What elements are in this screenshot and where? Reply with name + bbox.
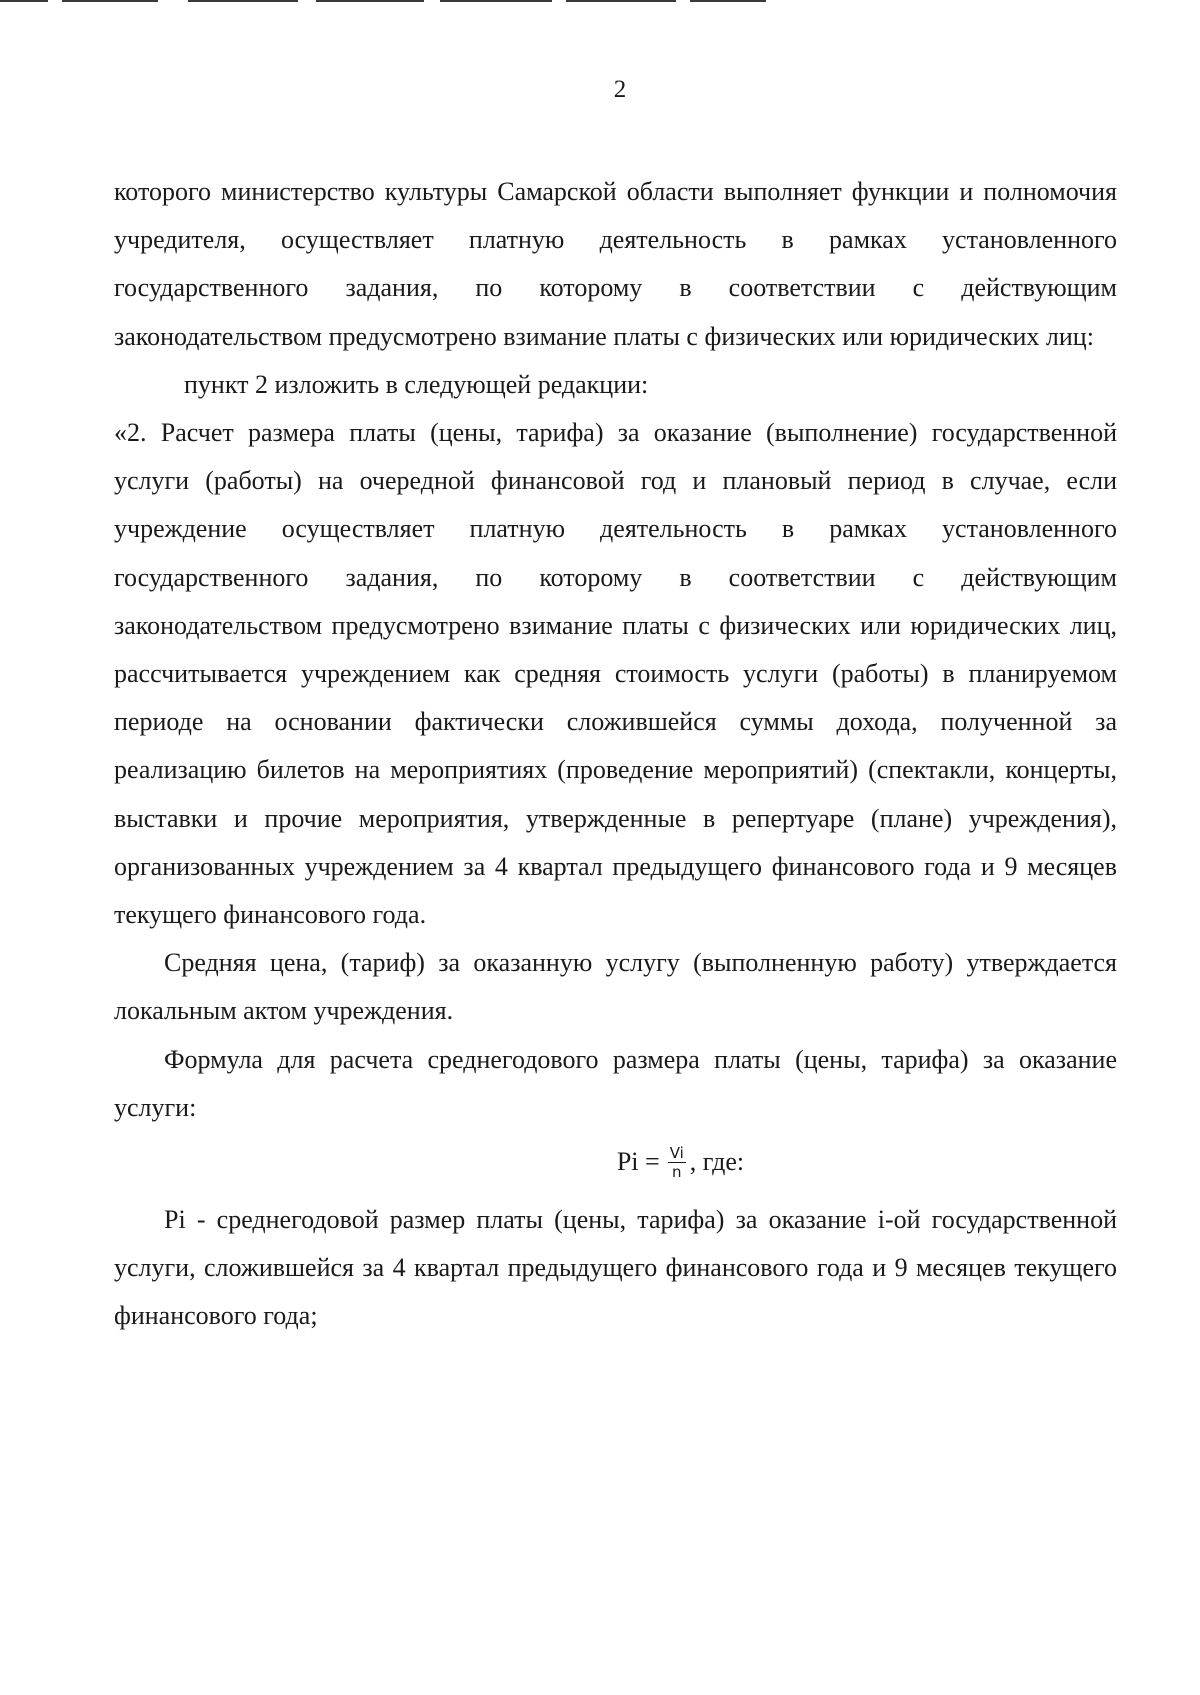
formula-denominator: n xyxy=(671,1162,682,1181)
top-scan-rule-3 xyxy=(188,0,298,2)
paragraph-amendment-intro: пункт 2 изложить в следующей редакции: xyxy=(184,369,649,399)
top-scan-rule-2 xyxy=(62,0,158,2)
top-scan-rule-7 xyxy=(690,0,766,2)
formula-numerator: Vi xyxy=(669,1143,684,1162)
formula-lhs: Pi = xyxy=(616,1147,660,1177)
formula-suffix: , где: xyxy=(689,1147,745,1177)
paragraph-pi-definition: Pi - среднегодовой размер платы (цены, тарифа) за оказание i-ой государственной услуги, сложившейся за 4 квартал предыдущего финансового года и 9 месяцев текущего финансового года; xyxy=(114,1205,1117,1331)
page-number: 2 xyxy=(613,76,627,103)
document-body xyxy=(114,168,1117,1341)
paragraph-formula-intro: Формула для расчета среднегодового размера платы (цены, тарифа) за оказание услуги: xyxy=(114,1044,1117,1122)
paragraph-item-2: «2. Расчет размера платы (цены, тарифа) за оказание (выполнение) государственной услуги (работы) на очередной финансовой год и плановый период в случае, если учреждение осуществляет платную деятельность в рамках установленного государственного задания, по которому в соответствии с действующим законодательством предусмотрено взимание платы с физических или юридических лиц, рассчитывается учреждением как средняя стоимость услуги (работы) в планируемом периоде на основании фактически сложившейся суммы дохода, полученной за реализацию билетов на мероприятиях (проведение мероприятий) (спектакли, концерты, выставки и прочие мероприятия, утвержденные в репертуаре (плане) учреждения), организованных учреждением за 4 квартал предыдущего финансового года и 9 месяцев текущего финансового года. xyxy=(114,418,1117,930)
top-scan-rule-4 xyxy=(316,0,424,2)
formula-block xyxy=(114,1136,1117,1188)
paragraph-continuation: которого министерство культуры Самарской области выполняет функции и полномочия учредителя, осуществляет платную деятельность в рамках установленного государственного задания, по которому в соответствии с действующим законодательством предусмотрено взимание платы с физических или юридических лиц: xyxy=(114,177,1117,351)
top-scan-rule-5 xyxy=(440,0,552,2)
paragraph-average-price: Средняя цена, (тариф) за оказанную услугу (выполненную работу) утверждается локальным актом учреждения. xyxy=(114,948,1117,1026)
formula-fraction xyxy=(668,1144,686,1181)
formula xyxy=(617,1136,744,1188)
top-scan-rule-1 xyxy=(0,0,48,2)
top-scan-rule-6 xyxy=(566,0,676,2)
